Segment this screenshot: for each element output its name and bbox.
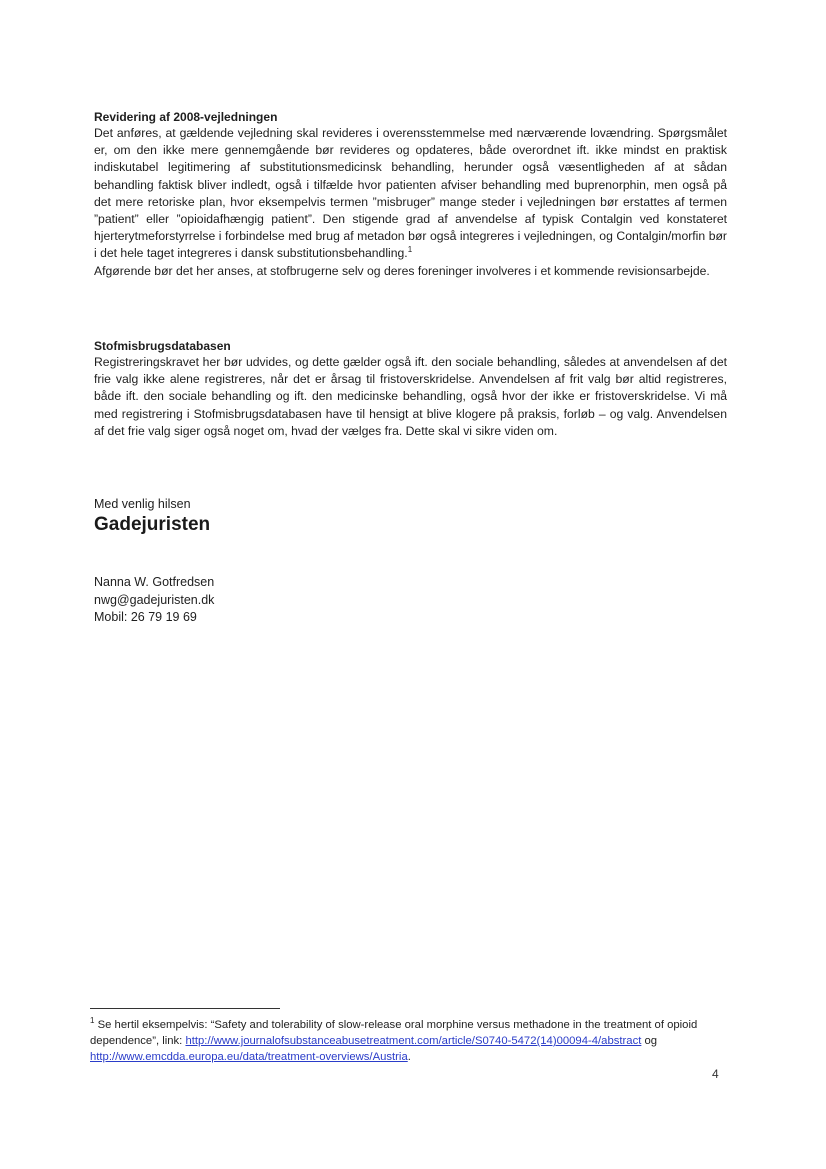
footnote-reference[interactable]: 1 bbox=[407, 245, 413, 255]
section-heading: Stofmisbrugsdatabasen bbox=[94, 339, 231, 353]
footnote-joiner: og bbox=[641, 1035, 658, 1047]
footnote-divider bbox=[90, 1008, 280, 1009]
section-paragraph: Registreringskravet her bør udvides, og dette gælder også ift. den sociale behandling, således at anvendelsen af det frie valg ikke alene registreres, når det er årsag til fristoverskridelse. Anvendelsen af frit valg bør altid registreres, både ift. den sociale behandling og ift. den medicinske behandling, også hvor der ikke er fristoverskridelse. Vi må med registrering i Stofmisbrugsdatabasen have til hensigt at blive klogere på praksis, forløb – og valg. Anvendelsen af det frie valg siger også noget om, hvad der vælges fra. Dette skal vi sikre viden om. bbox=[94, 355, 727, 438]
contact-email[interactable]: nwg@gadejuristen.dk bbox=[94, 592, 215, 607]
footnote-number: 1 bbox=[90, 1016, 95, 1026]
footnote-text: Se hertil eksempelvis: “Safety and tolerability of slow-release oral morphine versus methadone in the treatment of opioid dependence”, link: bbox=[90, 1019, 698, 1047]
footnote-link-journal[interactable]: http://www.journalofsubstanceabusetreatment.com/article/S0740-5472(14)00094-4/abstract bbox=[185, 1035, 642, 1047]
footnote-end: . bbox=[407, 1051, 411, 1063]
signature-organization: Gadejuristen bbox=[94, 514, 211, 535]
contact-name: Nanna W. Gotfredsen bbox=[94, 575, 215, 589]
section-revidering bbox=[94, 109, 727, 280]
section-heading: Revidering af 2008-vejledningen bbox=[94, 110, 278, 124]
footnote-link-emcdda[interactable]: http://www.emcdda.europa.eu/data/treatment-overviews/Austria bbox=[90, 1051, 408, 1063]
section-paragraph bbox=[94, 125, 727, 263]
page-number: 4 bbox=[712, 1067, 719, 1081]
footnote bbox=[90, 1017, 720, 1065]
paragraph-text: Det anføres, at gældende vejledning skal revideres i overensstemmelse med nærværende lovændring. Spørgsmålet er, om den ikke mere gennemgående bør revideres og opdateres, både overordnet ift. ikke mindst en praktisk indiskutabel legitimering af substitutionsmedicinsk behandling, herunder også væsentligheden af at sådan behandling faktisk bliver indledt, også i tilfælde hvor patienten afviser behandling med buprenorphin, men også på det mere retoriske plan, hvor eksempelvis termen ”misbruger” mange steder i vejledningen bør erstattes af termen ”patient” eller ”opioidafhængig patient”. Den stigende grad af anvendelse af typisk Contalgin ved konstateret hjerterytmeforstyrrelse i forbindelse med brug af metadon bør også integreres i vejledningen, og Contalgin/morfin bør i det hele taget integreres i dansk substitutionsbehandling. bbox=[94, 126, 727, 261]
closing-greeting: Med venlig hilsen bbox=[94, 497, 191, 511]
contact-mobile: Mobil: 26 79 19 69 bbox=[94, 610, 197, 624]
contact-block bbox=[94, 574, 214, 627]
section-stofmisbrugsdatabasen bbox=[94, 338, 727, 440]
section-paragraph: Afgørende bør det her anses, at stofbrugerne selv og deres foreninger involveres i et kommende revisionsarbejde. bbox=[94, 263, 710, 278]
